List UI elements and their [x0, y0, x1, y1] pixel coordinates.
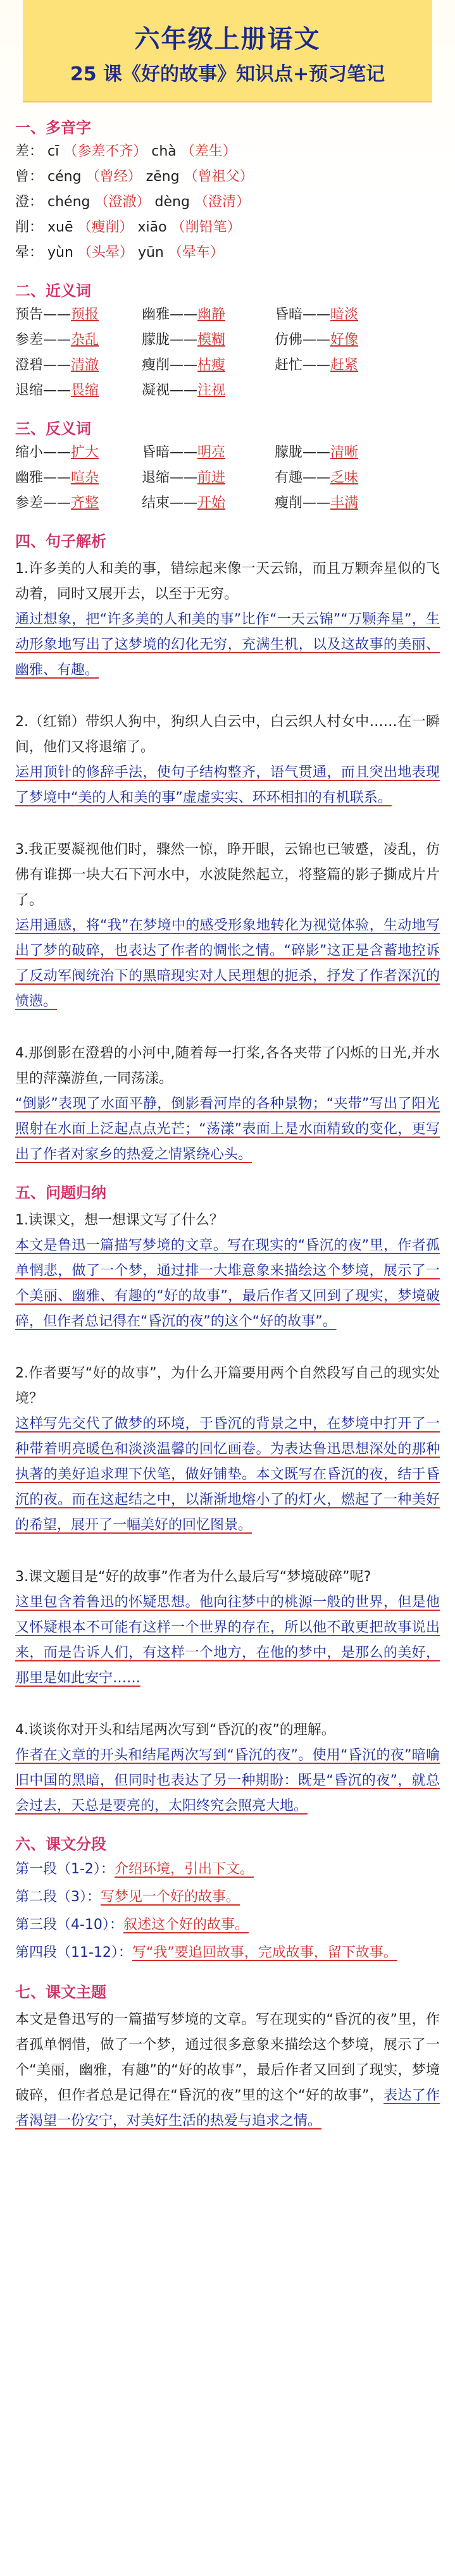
polyphone-row [15, 164, 440, 190]
word: （澄清） [194, 194, 250, 210]
answer-text: 本文是鲁迅一篇描写梦境的文章。写在现实的“昏沉的夜”里，作者孤单惘悲，做了一个梦，通过排一大堆意象来描绘这个梦境，展示了一个美丽、幽雅、有趣的“好的故事”，最后作者又回到了现实，梦境破碎，但作者总记得在“昏沉的夜”的这个“好的故事”。 [15, 1238, 440, 1329]
word-pair: 参差——齐整 [15, 495, 99, 511]
word: （差生） [180, 144, 237, 159]
word-pair: 凝视——注视 [142, 383, 226, 398]
answer-text: 这样写先交代了做梦的环境，于昏沉的背景之中，在梦境中打开了一种带着明亮暖色和淡淡温馨的回忆画卷。为表达鲁迅思想深处的那种执著的美好追求理下伏笔，做好铺垫。本文既写在昏沉的夜，结于昏沉的夜。而在这起结之中，以渐渐地熔小了的灯火，燃起了一种美好的希望，展开了一幅美好的回忆图景。 [15, 1416, 440, 1533]
word-pair: 预告——预报 [15, 307, 99, 323]
word-pair: 瘦削——枯瘦 [142, 357, 226, 373]
pinyin: xiāo [137, 219, 167, 235]
theme-plain-text: 本文是鲁迅写的一篇描写梦境的文章。写在现实的“昏沉的夜”里，作者孤单惘惜，做了一个梦，通过很多意象来描绘这个梦境，展示了一个“美丽，幽雅，有趣”的“好的故事”，最后作者又回到了现实，梦境破碎，但作者总是记得在“昏沉的夜”里的这个“好的故事”， [15, 2012, 440, 2104]
word: （晕车） [168, 245, 224, 261]
word-pair: 昏暗——明亮 [142, 445, 226, 460]
word: （澄澈） [94, 194, 151, 210]
word: （头晕） [77, 245, 134, 261]
word: （曾经） [85, 169, 142, 185]
word-pair: 退缩——畏缩 [15, 383, 99, 398]
word-pair: 赶忙——赶紧 [275, 357, 359, 373]
word-pair-row [15, 491, 440, 516]
pinyin: céng [47, 169, 82, 185]
word-pair: 结束——开始 [142, 495, 226, 511]
question-text: 4.谈谈你对开头和结尾两次写到“昏沉的夜”的理解。 [15, 1722, 335, 1738]
polyphone-char: 曾： [15, 169, 44, 185]
polyphone-char: 差： [15, 144, 44, 159]
word: （参差不齐） [63, 144, 147, 159]
polyphone-row [15, 215, 440, 240]
answer-text: 作者在文章的开头和结尾两次写到“昏沉的夜”。使用“昏沉的夜”暗喻旧中国的黑暗，但同时也表达了另一种期盼：既是“昏沉的夜”，就总会过去，天总是要亮的，太阳终究会照亮大地。 [15, 1747, 440, 1814]
antonym-grid [15, 440, 440, 516]
word: （削铅笔） [171, 219, 241, 235]
word-pair: 幽雅——喧杂 [15, 470, 99, 486]
sentence-analysis-text: 运用通感，将“我”在梦境中的感受形象地转化为视觉体验，生动地写出了梦的破碎，也表达了作者的惆怅之情。“碎影”这正是含蓄地控诉了反动军阀统治下的黑暗现实对人民理想的扼杀，抒发了作者深沉的愤懑。 [15, 918, 440, 1009]
segment-row: 第二段（3）：写梦见一个好的故事。 [15, 1889, 240, 1905]
section-theme-heading: 七、课文主题 [15, 1983, 106, 2001]
sentence-text: 1.许多美的人和美的事，错综起来像一天云锦，而且万颗奔星似的飞动着，同时又展开去，以至于无穷。 [15, 561, 440, 602]
segment-row: 第四段（11-12）：写“我”要追回故事，完成故事，留下故事。 [15, 1945, 397, 1961]
word-pair-row [15, 465, 440, 491]
word-pair: 澄碧——清澈 [15, 357, 99, 373]
word-pair: 缩小——扩大 [15, 445, 99, 460]
pinyin: xuē [47, 219, 73, 235]
question-text: 1.读课文，想一想课文写了什么？ [15, 1212, 223, 1228]
word-pair: 昏暗——暗淡 [275, 307, 359, 323]
polyphone-row [15, 190, 440, 215]
sentence-analysis [15, 557, 440, 1168]
word-pair-row [15, 328, 440, 353]
polyphone-list [15, 139, 440, 266]
word-pair-row [15, 440, 440, 465]
pinyin: chéng [47, 194, 90, 210]
word-pair: 有趣——乏味 [275, 470, 359, 486]
pinyin: yùn [47, 245, 73, 261]
polyphone-char: 晕： [15, 245, 44, 261]
word-pair-row [15, 378, 440, 404]
word-pair: 仿佛——好像 [275, 332, 359, 348]
theme-text [15, 2007, 440, 2134]
sentence-analysis-text: “倒影”表现了水面平静，倒影看河岸的各种景物；“夹带”写出了阳光照射在水面上泛起点点光芒；“荡漾”表面上是水面精致的变化，更写出了作者对家乡的热爱之情紧绕心头。 [15, 1096, 440, 1162]
section-segments-heading: 六、课文分段 [15, 1835, 106, 1853]
word-pair: 参差——杂乱 [15, 332, 99, 348]
sentence-text: 3.我正要凝视他们时，骤然一惊，睁开眼，云锦也已皱蹙，凌乱，仿佛有谁掷一块大石下河水中，水波陡然起立，将整篇的影子撕成片片了。 [15, 842, 440, 908]
problem-summary [15, 1208, 440, 1819]
word-pair: 朦胧——清晰 [275, 445, 359, 460]
section-sentences-heading: 四、句子解析 [15, 533, 106, 550]
segment-row: 第三段（4-10）：叙述这个好的故事。 [15, 1917, 249, 1933]
polyphone-char: 澄： [15, 194, 44, 210]
polyphone-row [15, 139, 440, 164]
polyphone-char: 削： [15, 219, 44, 235]
question-text: 2.作者要写“好的故事”，为什么开篇要用两个自然段写自己的现实处境？ [15, 1365, 440, 1407]
word-pair: 朦胧——模糊 [142, 332, 226, 348]
word-pair-row [15, 353, 440, 378]
sentence-text: 4.那倒影在澄碧的小河中,随着每一打桨,各各夹带了闪烁的日光,并水里的萍藻游鱼,一同荡漾。 [15, 1045, 440, 1087]
pinyin: zēng [146, 169, 180, 185]
segment-row: 第一段（1-2）：介绍环境，引出下文。 [15, 1861, 254, 1877]
pinyin: cī [47, 144, 59, 159]
page-subtitle: 25 课《好的故事》知识点+预习笔记 [70, 63, 385, 85]
sentence-analysis-text: 通过想象，把“许多美的人和美的事”比作“一天云锦”“万颗奔星”，生动形象地写出了这梦境的幻化无穷，充满生机，以及这故事的美丽、幽雅、有趣。 [15, 612, 440, 678]
question-text: 3.课文题目是“好的故事”作者为什么最后写“梦境破碎”呢? [15, 1569, 371, 1585]
section-polyphones-heading: 一、多音字 [15, 119, 91, 137]
synonym-grid [15, 302, 440, 404]
word-pair-row [15, 302, 440, 328]
answer-text: 这里包含着鲁迅的怀疑思想。他向往梦中的桃源一般的世界，但是他又怀疑根本不可能有这样一个世界的存在，所以他不敢更把故事说出来，而是告诉人们，有这样一个地方，在他的梦中，是那么的美好，那里是如此安宁…… [15, 1594, 440, 1686]
page-title: 六年级上册语文 [134, 25, 321, 54]
word: （曾祖父） [184, 169, 254, 185]
segment-list [15, 1856, 440, 1967]
pinyin: yūn [137, 245, 164, 261]
pinyin: chà [151, 144, 177, 159]
section-problems-heading: 五、问题归纳 [15, 1184, 106, 1202]
section-antonyms-heading: 三、反义词 [15, 420, 91, 438]
word-pair: 瘦削——丰满 [275, 495, 359, 511]
word: （瘦削） [77, 219, 134, 235]
pinyin: dèng [154, 194, 190, 210]
polyphone-row [15, 240, 440, 266]
sentence-text: 2.（红锦）带织人狗中，狗织人白云中，白云织人村女中……在一瞬间，他们又将退缩了。 [15, 714, 440, 755]
section-synonyms-heading: 二、近义词 [15, 282, 91, 300]
word-pair: 退缩——前进 [142, 470, 226, 486]
theme-highlight-text: 表达了作者渴望一份安宁，对美好生活的热爱与追求之情。 [15, 2088, 440, 2129]
sentence-analysis-text: 运用顶针的修辞手法，使句子结构整齐，语气贯通，而且突出地表现了梦境中“美的人和美的事”虚虚实实、环环相扣的有机联系。 [15, 765, 440, 806]
word-pair: 幽雅——幽静 [142, 307, 226, 323]
title-banner [23, 0, 432, 102]
